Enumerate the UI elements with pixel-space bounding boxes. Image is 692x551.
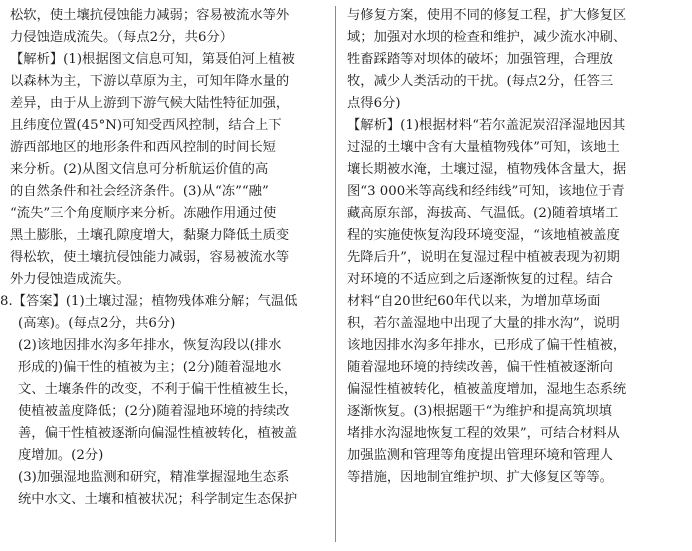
text-line: 藏高原东部，海拔高、气温低。(2)随着填堵工 [347,206,619,221]
text-line: 使植被盖度降低；(2分)随着湿地环境的持续改 [18,404,290,419]
text-line: 随着湿地环境的持续改善，偏干性植被逐渐向 [347,360,613,375]
text-line: 以森林为主，下游以草原为主，可知年降水量的 [10,74,290,89]
text-line: (2)该地因排水沟多年排水，恢复沟段以(排水 [18,338,282,353]
text-line: 牲畜踩踏等对坝体的破坏；加强管理，合理放 [347,52,613,67]
text-line: 程的实施使恢复沟段环境变湿，“该地植被盖度 [347,228,620,243]
text-line: 与修复方案，使用不同的修复工程，扩大修复区 [347,8,627,23]
text-line: 加强监测和管理等角度提出管理环境和管理人 [347,448,613,463]
text-line: 域；加强对水坝的检查和维护，减少流水冲刷、 [347,30,627,45]
text-line: 该地因排水沟多年排水，已形成了偏干性植被， [347,338,627,353]
column-divider [335,6,336,542]
text-line: 逐渐恢复。(3)根据题干“为维护和提高筑坝填 [347,404,612,419]
text-line: 点得6分) [347,96,401,111]
text-line: 积，若尔盖湿地中出现了大量的排水沟”，说明 [347,316,620,331]
text-line: 游西部地区的地形条件和西风控制的时间长短 [10,140,276,155]
text-line: 善，偏干性植被逐渐向偏湿性植被转化，植被盖 [18,426,298,441]
text-line: 文、土壤条件的改变，不利于偏干性植被生长， [18,382,298,397]
text-line: 黑土膨胀，土壤孔隙度增大，黏聚力降低土质变 [10,228,290,243]
text-line: 度增加。(2分) [18,448,104,463]
text-line: “流失”三个角度顺序来分析。冻融作用通过使 [10,206,277,221]
text-line: 过湿的土壤中含有大量植物残体”可知，该地土 [347,140,620,155]
text-line: 且纬度位置(45°N)可知受西风控制，结合上下 [10,118,282,133]
text-line: 牧，减少人类活动的干扰。(每点2分，任答三 [347,74,614,89]
answer-heading-line: 8.【答案】(1)土壤过湿；植物残体难分解；气温低 [0,294,298,309]
text-line: 堵排水沟湿地恢复工程的效果”，可结合材料从 [347,426,620,441]
text-line: (3)加强湿地监测和研究，精准掌握湿地生态系 [18,470,290,485]
text-line: 松软，使土壤抗侵蚀能力减弱；容易被流水等外 [10,8,290,23]
text-line: 图“3 000米等高线和经纬线”可知，该地位于青 [347,184,625,199]
left-text-column [0,5,326,511]
right-text-column [347,5,669,489]
text-line: 得松软，使土壤抗侵蚀能力减弱，容易被流水等 [10,250,290,265]
text-line: 材料“自20世纪60年代以来，为增加草场面 [347,294,601,309]
text-line: 差异，由于从上游到下游气候大陆性特征加强， [10,96,290,111]
text-line: 【解析】(1)根据材料“若尔盖泥炭沼泽湿地因其 [347,118,626,133]
text-line: 来分析。(2)从图文信息可分析航运价值的高 [10,162,269,177]
text-line: 外力侵蚀造成流失。 [10,272,130,287]
text-line: 偏湿性植被转化，植被盖度增加，湿地生态系统 [347,382,627,397]
text-line: 等措施，因地制宜维护坝、扩大修复区等等。 [347,470,613,485]
text-line: 【解析】(1)根据图文信息可知，第聂伯河上植被 [10,52,295,67]
text-line: 形成的)偏干性的植被为主；(2分)随着湿地水 [18,360,282,375]
text-line: (高寒)。(每点2分，共6分) [18,316,176,331]
text-line: 力侵蚀造成流失。（每点2分，共6分） [10,30,234,45]
text-line: 统中水文、土壤和植被状况；科学制定生态保护 [18,492,298,507]
text-line: 先降后升”，说明在复湿过程中植被表现为初期 [347,250,620,265]
text-line: 对环境的不适应到之后逐渐恢复的过程。结合 [347,272,613,287]
text-line: 的自然条件和社会经济条件。(3)从“冻”“融” [10,184,269,199]
text-line: 壤长期被水淹，土壤过湿，植物残体含量大，据 [347,162,627,177]
